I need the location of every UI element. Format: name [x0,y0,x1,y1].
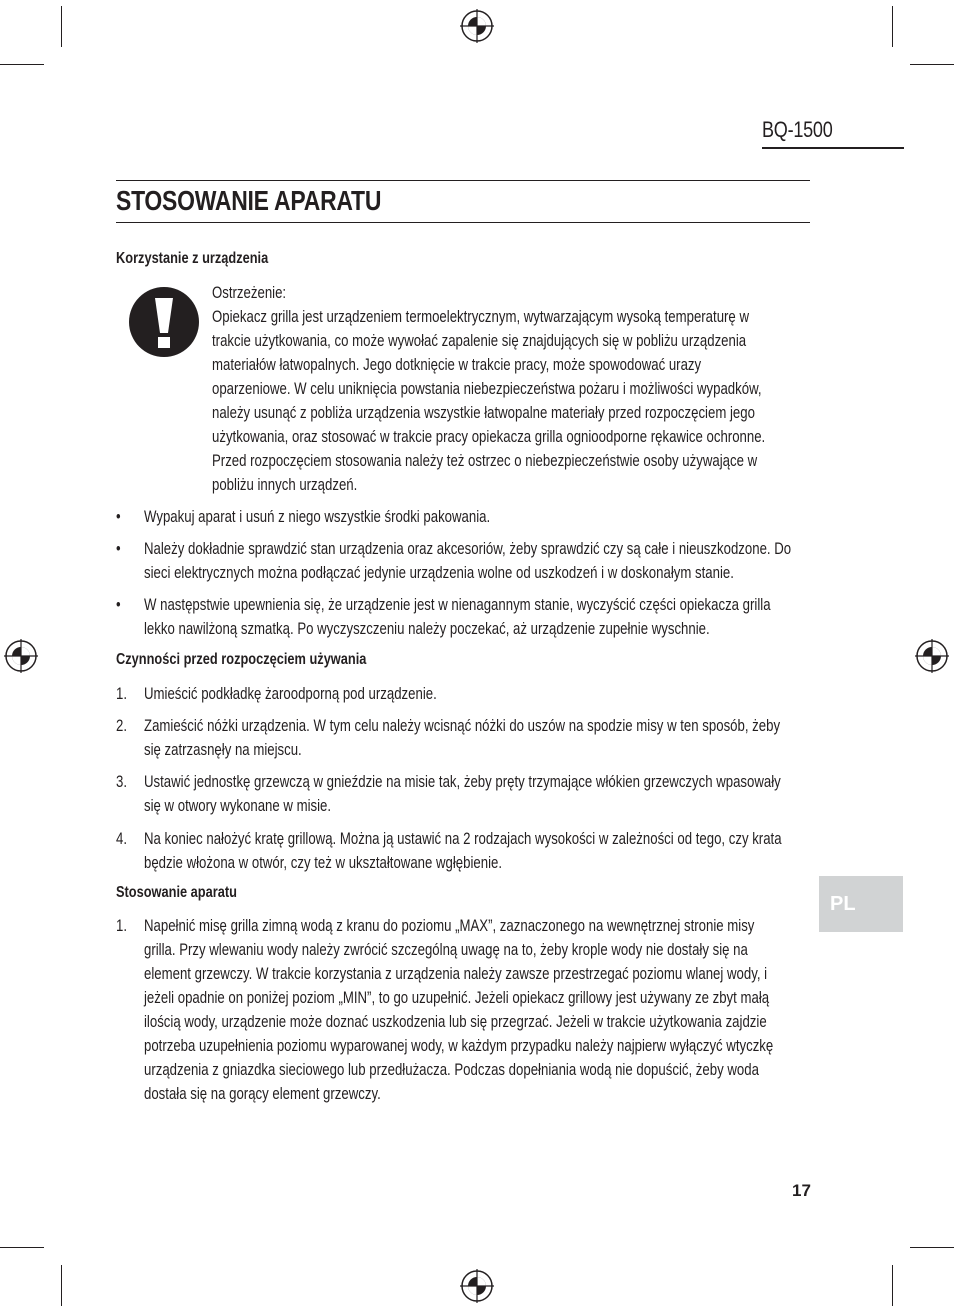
item-line: urządzenia z gniazdka sieciowego lub przedłużacza. Podczas dopełniania wodą nie dopuścić, żeby woda [144,1061,759,1079]
crop-mark [910,64,954,65]
title-rule-top [116,180,810,181]
warning-line: Opiekacz grilla jest urządzeniem termoelektrycznym, wytwarzającym wysoką temperaturę w [212,308,749,326]
registration-mark-icon [460,1269,494,1303]
item-line: Na koniec nałożyć kratę grillową. Można ją ustawić na 2 rodzajach wysokości w zależności od tego, czy krata [144,830,782,848]
item-line: Ustawić jednostkę grzewczą w gnieździe na misie tak, żeby pręty trzymające włókien grzewczych wpasowały [144,773,781,791]
bullet-marker: • [116,596,121,614]
model-number: BQ-1500 [762,117,833,142]
item-number: 1. [116,917,128,935]
section-heading-usage: Korzystanie z urządzenia [116,250,269,267]
item-line: Umieścić podkładkę żaroodporną pod urządzenie. [144,685,437,703]
item-line: Należy dokładnie sprawdzić stan urządzenia oraz akcesoriów, żeby sprawdzić czy są całe i nieuszkodzone. Do [144,540,792,558]
crop-mark [0,1247,44,1248]
warning-line: oparzeniowe. W celu uniknięcia powstania niebezpieczeństwa pożaru i możliwości wypadków, [212,380,762,398]
item-line: się zatrzasnęły na miejscu. [144,741,302,759]
crop-mark [892,1265,893,1306]
bullet-marker: • [116,540,121,558]
registration-mark-icon [460,9,494,43]
item-line: lekko nawilżoną szmatką. Po wyczyszczeniu należy poczekać, aż urządzenie zupełnie wyschnie. [144,620,710,638]
crop-mark [910,1247,954,1248]
item-number: 4. [116,830,128,848]
warning-exclamation-icon [128,286,200,358]
item-line: dostała się na gorący element grzewczy. [144,1085,381,1103]
language-tab [819,876,903,932]
crop-mark [61,1265,62,1306]
warning-label: Ostrzeżenie: [212,284,287,302]
page-title: STOSOWANIE APARATU [116,185,382,216]
title-rule-bottom [116,222,810,223]
item-line: jeżeli opadnie on poniżej poziom „MIN”, to go uzupełnić. Jeżeli opiekacz grillowy jest używany ze zbyt małą [144,989,770,1007]
item-number: 3. [116,773,128,791]
language-tab-label: PL [830,893,856,915]
crop-mark [892,6,893,47]
bullet-marker: • [116,508,121,526]
item-line: potrzeba uzupełnienia poziomu wyparowanej wody, w każdym przypadku należy najpierw wyłączyć wtyczkę [144,1037,774,1055]
warning-text [212,281,804,497]
warning-line: trakcie użytkowania, co może wywołać zapalenie się znajdujących się w pobliżu urządzenia [212,332,747,350]
page-number: 17 [792,1181,811,1200]
section-heading-operation: Stosowanie aparatu [116,884,237,901]
crop-mark [0,64,44,65]
warning-line: materiałów łatwopalnych. Jego dotknięcie w trakcie pracy, może spowodować urazy [212,356,702,374]
warning-line: Przed rozpoczęciem stosowania należy też ostrzec o niebezpieczeństwie osoby używające w [212,452,758,470]
item-line: grilla. Przy wlewaniu wody należy zwrócić szczególną uwagę na to, żeby krople wody nie dostały się na [144,941,748,959]
warning-line: użytkowania, oraz stosować w trakcie pracy opiekacza grilla ognioodporne rękawice ochronne. [212,428,766,446]
registration-mark-icon [4,639,38,673]
section-heading-before-use: Czynności przed rozpoczęciem używania [116,651,367,668]
item-line: Napełnić misę grilla zimną wodą z kranu do poziomu „MAX”, zaznaczonego na wewnętrznej stronie misy [144,917,755,935]
item-number: 2. [116,717,128,735]
item-line: W następstwie upewnienia się, że urządzenie jest w nienagannym stanie, wyczyścić części opiekacza grilla [144,596,771,614]
item-number: 1. [116,685,128,703]
crop-mark [61,6,62,47]
model-underline [762,147,904,149]
item-line: ilością wody, urządzenie może doznać uszkodzenia lub się przegrzać. Jeżeli w trakcie użytkowania zajdzie [144,1013,767,1031]
item-line: element grzewczy. W trakcie korzystania z urządzenia należy zawsze przestrzegać poziomu wlanej wody, i [144,965,768,983]
item-line: będzie włożona w otwór, czy też w ukształtowane wgłębienie. [144,854,503,872]
warning-line: należy usunąć z pobliża urządzenia wszystkie łatwopalne materiały przed rozpoczęciem jego [212,404,755,422]
item-line: Zamieścić nóżki urządzenia. W tym celu należy wcisnąć nóżki do uszów na spodzie misy w ten sposób, żeby [144,717,781,735]
item-line: Wypakuj aparat i usuń z niego wszystkie środki pakowania. [144,508,491,526]
item-line: się w otwory wykonane w misie. [144,797,332,815]
item-line: sieci elektrycznych można podłączać jedynie urządzenia wolne od uszkodzeń i w doskonałym stanie. [144,564,734,582]
warning-line: pobliżu innych urządzeń. [212,476,358,494]
registration-mark-icon [915,639,949,673]
